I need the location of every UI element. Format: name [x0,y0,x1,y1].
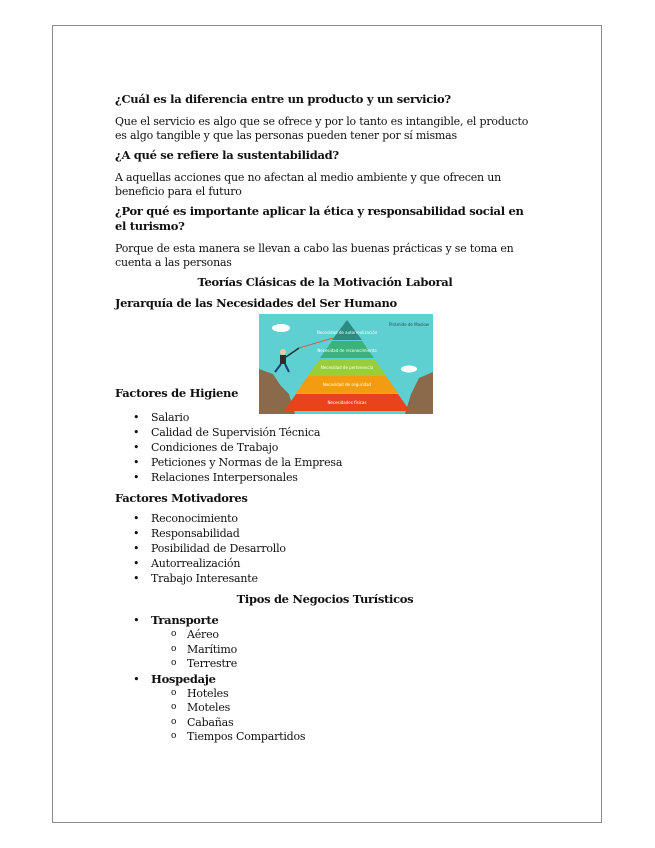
sub-list-item: o Terrestre [151,657,535,672]
list-item: • Posibilidad de Desarrollo [115,541,535,556]
pyramid-row [115,318,535,408]
list-item: • Condiciones de Trabajo [115,440,535,455]
pyramid-level-label: Necesidad de seguridad [322,382,372,387]
question-heading: ¿Cuál es la diferencia entre un producto y un servicio? [115,92,451,106]
pyramid-level-label: Necesidad de reconocimiento [317,348,377,353]
cloud-icon [272,324,290,332]
maslow-pyramid-image [259,314,433,414]
document-page [52,25,602,823]
category-item-hospedaje [115,672,535,745]
higiene-list [115,410,535,485]
answer-paragraph: Que el servicio es algo que se ofrece y por lo tanto es intangible, el producto es algo tangible y que las personas pueden tener por sí mismas [115,115,529,142]
list-item: • Responsabilidad [115,526,535,541]
sub-list-item: o Aéreo [151,628,535,643]
higiene-title: Factores de Higiene [115,386,239,400]
sub-list-item: o Marítimo [151,643,535,658]
pyramid-level-label: Necesidades físicas [327,400,367,405]
motivadores-title: Factores Motivadores [115,491,248,505]
sub-list-item: o Tiempos Compartidos [151,730,535,745]
answer-paragraph: Porque de esta manera se llevan a cabo las buenas prácticas y se toma en cuenta a las personas [115,242,514,269]
category-item-transporte [115,613,535,672]
sub-list-item: o Cabañas [151,716,535,731]
category-name: Transporte [151,613,219,627]
question-heading: ¿Por qué es importante aplicar la ética y responsabilidad social en el turismo? [115,204,524,233]
pyramid-level-label: Necesidad de pertenencia [320,365,374,370]
list-item: • Reconocimiento [115,511,535,526]
pyramid-corner-label: Pirámide de Maslow [389,322,429,327]
list-item: • Calidad de Supervisión Técnica [115,425,535,440]
question-heading: ¿A qué se refiere la sustentabilidad? [115,148,339,162]
category-name: Hospedaje [151,671,216,686]
list-item: • Peticiones y Normas de la Empresa [115,455,535,470]
list-item: • Autorrealización [115,556,535,571]
sub-list-item: o Hoteles [151,687,535,702]
qa-block-1 [115,92,535,142]
qa-block-2 [115,148,535,198]
sub-list [151,687,535,745]
section-title-negocios: Tipos de Negocios Turísticos [236,592,414,606]
cloud-icon [401,366,417,373]
qa-block-3 [115,204,535,269]
motivadores-list [115,511,535,586]
section-title-motivacion: Teorías Clásicas de la Motivación Laboral [197,275,453,289]
list-item: • Salario [115,410,535,425]
pyramid-level-label: Necesidad de autorrealización [316,330,378,335]
list-item: • Trabajo Interesante [115,571,535,586]
page-content [115,92,535,745]
answer-paragraph: A aquellas acciones que no afectan al medio ambiente y que ofrecen un beneficio para el futuro [115,171,502,198]
sub-list-item: o Moteles [151,701,535,716]
jerarquia-title: Jerarquía de las Necesidades del Ser Humano [115,296,397,310]
list-item: • Relaciones Interpersonales [115,470,535,485]
sub-list [151,628,535,672]
negocios-list [115,613,535,745]
